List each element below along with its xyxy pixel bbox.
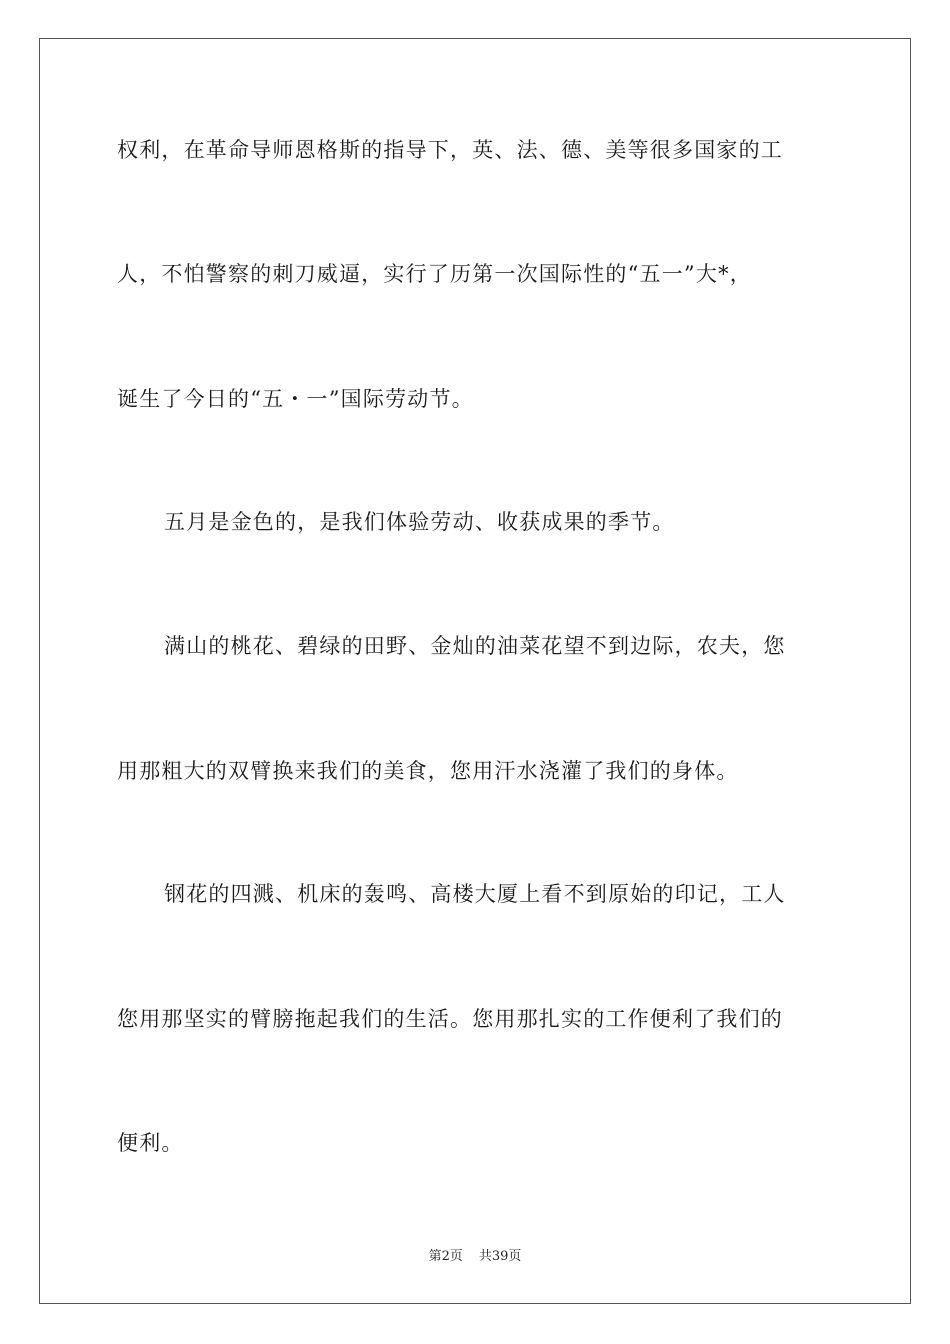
text-line-3: 诞生了今日的“五・一”国际劳动节。 [117, 387, 474, 411]
page-border [39, 38, 911, 1304]
text-line-5: 满山的桃花、碧绿的田野、金灿的油菜花望不到边际，农夫，您 [164, 634, 786, 658]
text-line-6: 用那粗大的双臂换来我们的美食，您用汗水浇灌了我们的身体。 [117, 759, 739, 783]
text-line-8: 您用那坚实的臂膀拖起我们的生活。您用那扎实的工作便利了我们的 [117, 1007, 783, 1031]
text-line-2: 人，不怕警察的刺刀威逼，实行了历第一次国际性的“五一”大*， [117, 262, 752, 286]
text-line-9: 便利。 [117, 1131, 184, 1155]
page-number: 第2页 [428, 1249, 463, 1264]
text-line-4: 五月是金色的，是我们体验劳动、收获成果的季节。 [164, 510, 675, 534]
text-line-7: 钢花的四溅、机床的轰鸣、高楼大厦上看不到原始的印记，工人 [164, 882, 786, 906]
page-total: 共39页 [478, 1249, 522, 1264]
text-line-1: 权利，在革命导师恩格斯的指导下，英、法、德、美等很多国家的工 [117, 138, 783, 162]
page-footer [0, 1248, 950, 1266]
